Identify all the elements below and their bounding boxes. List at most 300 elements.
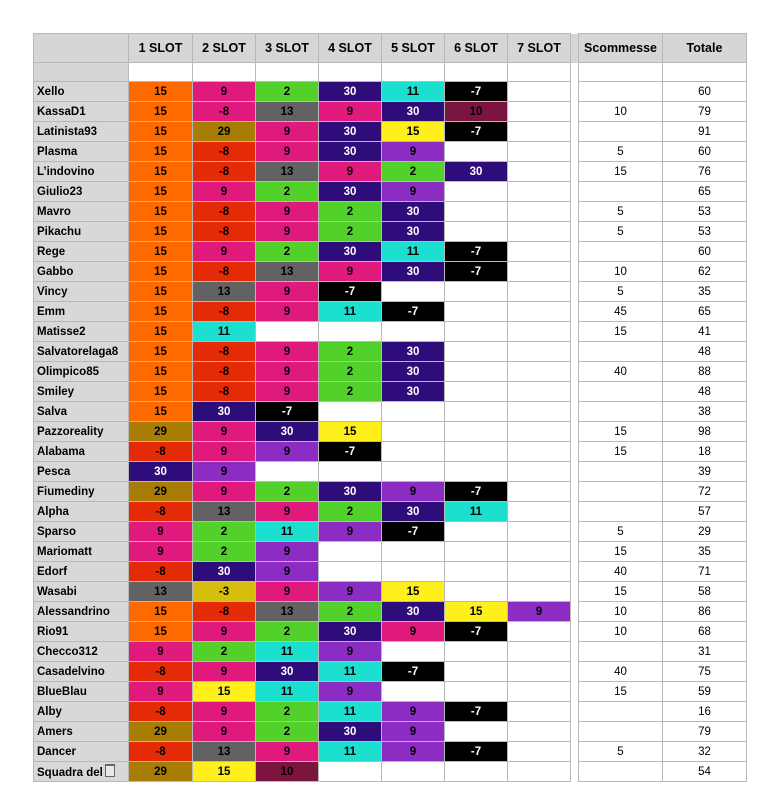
player-name: KassaD1 xyxy=(37,105,86,118)
gap-cell xyxy=(571,562,579,582)
slot-3-cell: 9 xyxy=(256,502,319,522)
slot-7-cell xyxy=(508,542,571,562)
player-name: Mavro xyxy=(37,205,71,218)
player-name: Xello xyxy=(37,85,65,98)
slot-1-cell: 15 xyxy=(129,322,193,342)
slot-2-cell: 9 xyxy=(193,482,256,502)
gap-cell xyxy=(571,262,579,282)
table-row xyxy=(34,282,747,302)
player-name-cell xyxy=(34,582,129,602)
slot-5-cell: 2 xyxy=(382,162,445,182)
slot-6-cell xyxy=(445,142,508,162)
slot-6-cell xyxy=(445,422,508,442)
gap-cell xyxy=(571,702,579,722)
slot-1-cell: 15 xyxy=(129,162,193,182)
slot-7-cell xyxy=(508,662,571,682)
bets-cell: 45 xyxy=(579,302,663,322)
slot-7-cell xyxy=(508,342,571,362)
player-name: Matisse2 xyxy=(37,325,86,338)
slot-6-cell xyxy=(445,542,508,562)
slot-1-cell: 15 xyxy=(129,302,193,322)
slot-4-cell: -7 xyxy=(319,282,382,302)
header-bets: Scommesse xyxy=(579,34,663,63)
slot-1-cell: -8 xyxy=(129,742,193,762)
total-cell: 48 xyxy=(663,382,747,402)
gap-cell xyxy=(571,242,579,262)
gap-cell xyxy=(571,682,579,702)
slot-4-cell: 9 xyxy=(319,262,382,282)
slot-2-cell: -8 xyxy=(193,342,256,362)
table-row xyxy=(34,322,747,342)
slot-6-cell: 11 xyxy=(445,502,508,522)
gap-cell xyxy=(571,362,579,382)
slot-5-cell: 11 xyxy=(382,242,445,262)
gap-cell xyxy=(571,642,579,662)
total-cell: 79 xyxy=(663,722,747,742)
slot-2-cell: 30 xyxy=(193,562,256,582)
slot-3-cell: 9 xyxy=(256,742,319,762)
bets-cell: 15 xyxy=(579,442,663,462)
slot-3-cell: 2 xyxy=(256,702,319,722)
standings-table xyxy=(33,33,747,782)
slot-2-cell: 9 xyxy=(193,182,256,202)
total-cell: 29 xyxy=(663,522,747,542)
player-name-cell xyxy=(34,282,129,302)
slot-1-cell: 15 xyxy=(129,342,193,362)
table-row xyxy=(34,722,747,742)
player-name-cell xyxy=(34,162,129,182)
slot-3-cell: -7 xyxy=(256,402,319,422)
player-name: Alpha xyxy=(37,505,69,518)
bets-cell: 15 xyxy=(579,582,663,602)
total-cell: 39 xyxy=(663,462,747,482)
gap-cell xyxy=(571,162,579,182)
player-name-cell xyxy=(34,182,129,202)
slot-2-cell: 2 xyxy=(193,542,256,562)
player-name-cell xyxy=(34,202,129,222)
slot-7-cell xyxy=(508,362,571,382)
slot-4-cell: 11 xyxy=(319,662,382,682)
slot-7-cell xyxy=(508,762,571,782)
bets-cell: 15 xyxy=(579,162,663,182)
slot-5-cell: 11 xyxy=(382,82,445,102)
table-body xyxy=(34,63,747,782)
slot-7-cell xyxy=(508,142,571,162)
header-gap xyxy=(571,34,579,63)
slot-2-cell: -8 xyxy=(193,602,256,622)
slot-5-cell: 30 xyxy=(382,222,445,242)
gap-cell xyxy=(571,542,579,562)
slot-5-cell: 9 xyxy=(382,702,445,722)
bets-cell: 5 xyxy=(579,282,663,302)
slot-7-cell xyxy=(508,282,571,302)
total-cell: 38 xyxy=(663,402,747,422)
slot-6-cell: -7 xyxy=(445,702,508,722)
total-cell: 31 xyxy=(663,642,747,662)
slot-3-cell: 13 xyxy=(256,102,319,122)
total-cell: 76 xyxy=(663,162,747,182)
slot-6-cell xyxy=(445,642,508,662)
slot-4-cell: 9 xyxy=(319,162,382,182)
slot-3-cell: 9 xyxy=(256,302,319,322)
slot-5-cell xyxy=(382,762,445,782)
total-cell: 86 xyxy=(663,602,747,622)
slot-2-cell: 2 xyxy=(193,642,256,662)
slot-6-cell: -7 xyxy=(445,122,508,142)
slot-7-cell xyxy=(508,222,571,242)
slot-1-cell: -8 xyxy=(129,702,193,722)
total-cell: 53 xyxy=(663,202,747,222)
player-name-cell xyxy=(34,382,129,402)
slot-4-cell: 15 xyxy=(319,422,382,442)
header-player xyxy=(34,34,129,63)
slot-7-cell xyxy=(508,482,571,502)
table-row xyxy=(34,82,747,102)
gap-cell xyxy=(571,302,579,322)
slot-4-cell: 30 xyxy=(319,482,382,502)
player-name-cell xyxy=(34,82,129,102)
slot-5-cell: 30 xyxy=(382,502,445,522)
header-slot-5: 5 SLOT xyxy=(382,34,445,63)
slot-3-cell: 13 xyxy=(256,162,319,182)
player-name: Pesca xyxy=(37,465,71,478)
slot-3-cell: 9 xyxy=(256,142,319,162)
total-cell: 32 xyxy=(663,742,747,762)
slot-1-cell: 9 xyxy=(129,542,193,562)
player-name-cell xyxy=(34,262,129,282)
slot-5-cell: 9 xyxy=(382,142,445,162)
slot-7-cell xyxy=(508,262,571,282)
slot-3-cell: 9 xyxy=(256,542,319,562)
slot-5-cell xyxy=(382,402,445,422)
slot-4-cell xyxy=(319,402,382,422)
table-row xyxy=(34,162,747,182)
slot-6-cell xyxy=(445,182,508,202)
bets-cell: 15 xyxy=(579,682,663,702)
total-cell: 57 xyxy=(663,502,747,522)
bets-cell xyxy=(579,82,663,102)
slot-2-cell: -8 xyxy=(193,302,256,322)
total-cell: 75 xyxy=(663,662,747,682)
bets-cell xyxy=(579,762,663,782)
total-cell: 68 xyxy=(663,622,747,642)
slot-7-cell xyxy=(508,402,571,422)
total-cell: 41 xyxy=(663,322,747,342)
slot-7-cell xyxy=(508,122,571,142)
slot-6-cell xyxy=(445,582,508,602)
slot-1-cell: 15 xyxy=(129,142,193,162)
player-name: Fiumediny xyxy=(37,485,95,498)
player-name-cell xyxy=(34,742,129,762)
player-name: Olimpico85 xyxy=(37,365,99,378)
player-name-cell xyxy=(34,622,129,642)
slot-5-cell: 30 xyxy=(382,382,445,402)
slot-5-cell: 15 xyxy=(382,582,445,602)
table-row xyxy=(34,222,747,242)
slot-5-cell: 30 xyxy=(382,362,445,382)
bets-cell: 5 xyxy=(579,742,663,762)
slot-2-cell: 9 xyxy=(193,82,256,102)
slot-1-cell: 15 xyxy=(129,222,193,242)
player-name: Giulio23 xyxy=(37,185,83,198)
slot-7-cell xyxy=(508,502,571,522)
slot-1-cell: 9 xyxy=(129,522,193,542)
slot-6-cell: -7 xyxy=(445,262,508,282)
slot-1-cell: 15 xyxy=(129,382,193,402)
slot-4-cell: 30 xyxy=(319,242,382,262)
player-name-cell xyxy=(34,242,129,262)
slot-5-cell: 9 xyxy=(382,182,445,202)
spacer-cell xyxy=(193,63,256,82)
slot-2-cell: -8 xyxy=(193,102,256,122)
total-cell: 16 xyxy=(663,702,747,722)
table-row xyxy=(34,102,747,122)
table-row xyxy=(34,602,747,622)
slot-7-cell xyxy=(508,622,571,642)
bets-cell: 10 xyxy=(579,262,663,282)
slot-5-cell: 15 xyxy=(382,122,445,142)
slot-7-cell xyxy=(508,702,571,722)
header-row xyxy=(34,34,747,63)
table-row xyxy=(34,182,747,202)
table-row xyxy=(34,202,747,222)
slot-7-cell xyxy=(508,422,571,442)
player-name-cell xyxy=(34,462,129,482)
slot-1-cell: 9 xyxy=(129,642,193,662)
player-name: Alabama xyxy=(37,445,85,458)
slot-1-cell: -8 xyxy=(129,562,193,582)
slot-7-cell xyxy=(508,322,571,342)
bets-cell: 40 xyxy=(579,362,663,382)
table-row xyxy=(34,242,747,262)
slot-6-cell xyxy=(445,382,508,402)
player-name: Salva xyxy=(37,405,68,418)
total-cell: 65 xyxy=(663,302,747,322)
player-name-cell xyxy=(34,502,129,522)
player-name: Casadelvino xyxy=(37,665,105,678)
slot-4-cell xyxy=(319,762,382,782)
slot-4-cell: 2 xyxy=(319,382,382,402)
player-name: Salvatorelaga8 xyxy=(37,345,119,358)
slot-5-cell xyxy=(382,462,445,482)
player-name-cell xyxy=(34,122,129,142)
player-name: Edorf xyxy=(37,565,68,578)
slot-6-cell xyxy=(445,722,508,742)
slot-4-cell xyxy=(319,542,382,562)
spacer-cell xyxy=(34,63,129,82)
bets-cell: 5 xyxy=(579,202,663,222)
total-cell: 54 xyxy=(663,762,747,782)
bets-cell xyxy=(579,482,663,502)
slot-2-cell: 30 xyxy=(193,402,256,422)
player-name-cell xyxy=(34,602,129,622)
player-name-cell xyxy=(34,222,129,242)
gap-cell xyxy=(571,82,579,102)
player-name-cell xyxy=(34,562,129,582)
player-name-cell xyxy=(34,522,129,542)
slot-5-cell: 30 xyxy=(382,202,445,222)
total-cell: 60 xyxy=(663,142,747,162)
slot-5-cell: 9 xyxy=(382,622,445,642)
bets-cell xyxy=(579,182,663,202)
table-row xyxy=(34,662,747,682)
slot-4-cell: -7 xyxy=(319,442,382,462)
slot-1-cell: 9 xyxy=(129,682,193,702)
table-row xyxy=(34,442,747,462)
gap-cell xyxy=(571,462,579,482)
gap-cell xyxy=(571,142,579,162)
bets-cell: 10 xyxy=(579,622,663,642)
slot-7-cell xyxy=(508,182,571,202)
slot-2-cell: -8 xyxy=(193,162,256,182)
table-row xyxy=(34,382,747,402)
spacer-cell xyxy=(382,63,445,82)
gap-cell xyxy=(571,602,579,622)
total-cell: 88 xyxy=(663,362,747,382)
slot-6-cell xyxy=(445,442,508,462)
slot-5-cell: -7 xyxy=(382,662,445,682)
total-cell: 91 xyxy=(663,122,747,142)
spacer-cell xyxy=(256,63,319,82)
player-name: Plasma xyxy=(37,145,78,158)
slot-1-cell: 29 xyxy=(129,482,193,502)
total-cell: 18 xyxy=(663,442,747,462)
slot-5-cell: 30 xyxy=(382,602,445,622)
slot-2-cell: -8 xyxy=(193,362,256,382)
gap-cell xyxy=(571,282,579,302)
slot-6-cell xyxy=(445,462,508,482)
bets-cell: 5 xyxy=(579,222,663,242)
bets-cell xyxy=(579,122,663,142)
slot-1-cell: -8 xyxy=(129,662,193,682)
header-slot-6: 6 SLOT xyxy=(445,34,508,63)
total-cell: 60 xyxy=(663,82,747,102)
player-name: Smiley xyxy=(37,385,75,398)
slot-2-cell: 9 xyxy=(193,662,256,682)
slot-3-cell: 13 xyxy=(256,262,319,282)
slot-6-cell: -7 xyxy=(445,482,508,502)
table-row xyxy=(34,582,747,602)
slot-4-cell xyxy=(319,322,382,342)
spacer-cell xyxy=(508,63,571,82)
total-cell: 60 xyxy=(663,242,747,262)
slot-3-cell: 2 xyxy=(256,482,319,502)
slot-3-cell: 9 xyxy=(256,342,319,362)
player-name-cell xyxy=(34,702,129,722)
slot-1-cell: 15 xyxy=(129,262,193,282)
slot-4-cell: 30 xyxy=(319,82,382,102)
slot-3-cell: 2 xyxy=(256,722,319,742)
gap-cell xyxy=(571,422,579,442)
header-slot-2: 2 SLOT xyxy=(193,34,256,63)
bets-cell: 5 xyxy=(579,142,663,162)
player-name: Gabbo xyxy=(37,265,74,278)
gap-cell xyxy=(571,322,579,342)
slot-5-cell: -7 xyxy=(382,522,445,542)
slot-4-cell xyxy=(319,562,382,582)
player-name-cell xyxy=(34,102,129,122)
total-cell: 53 xyxy=(663,222,747,242)
slot-1-cell: 15 xyxy=(129,182,193,202)
table-row xyxy=(34,762,747,782)
slot-5-cell xyxy=(382,422,445,442)
slot-5-cell xyxy=(382,282,445,302)
slot-4-cell: 2 xyxy=(319,602,382,622)
slot-1-cell: 13 xyxy=(129,582,193,602)
slot-5-cell xyxy=(382,322,445,342)
player-name-cell xyxy=(34,542,129,562)
slot-2-cell: 2 xyxy=(193,522,256,542)
gap-cell xyxy=(571,522,579,542)
slot-4-cell: 9 xyxy=(319,522,382,542)
slot-3-cell: 9 xyxy=(256,282,319,302)
slot-2-cell: -8 xyxy=(193,222,256,242)
slot-3-cell: 2 xyxy=(256,622,319,642)
slot-1-cell: 29 xyxy=(129,722,193,742)
player-name: Squadra del xyxy=(37,767,103,779)
slot-2-cell: 9 xyxy=(193,462,256,482)
gap-cell xyxy=(571,442,579,462)
slot-3-cell: 9 xyxy=(256,222,319,242)
slot-2-cell: -8 xyxy=(193,202,256,222)
slot-7-cell xyxy=(508,642,571,662)
gap-cell xyxy=(571,482,579,502)
slot-3-cell xyxy=(256,462,319,482)
bets-cell: 15 xyxy=(579,542,663,562)
player-name-cell xyxy=(34,402,129,422)
player-name: Wasabi xyxy=(37,585,77,598)
slot-6-cell xyxy=(445,662,508,682)
spacer-cell xyxy=(579,63,663,82)
total-cell: 71 xyxy=(663,562,747,582)
total-cell: 79 xyxy=(663,102,747,122)
slot-5-cell: 9 xyxy=(382,742,445,762)
player-name: Emm xyxy=(37,305,66,318)
slot-4-cell: 2 xyxy=(319,222,382,242)
slot-4-cell: 30 xyxy=(319,722,382,742)
slot-7-cell: 9 xyxy=(508,602,571,622)
table-row xyxy=(34,562,747,582)
table-row xyxy=(34,142,747,162)
header-slot-1: 1 SLOT xyxy=(129,34,193,63)
slot-1-cell: 30 xyxy=(129,462,193,482)
slot-4-cell: 2 xyxy=(319,202,382,222)
bets-cell: 15 xyxy=(579,422,663,442)
total-cell: 72 xyxy=(663,482,747,502)
slot-4-cell: 11 xyxy=(319,742,382,762)
table-row xyxy=(34,462,747,482)
gap-cell xyxy=(571,582,579,602)
slot-1-cell: 15 xyxy=(129,362,193,382)
slot-4-cell: 2 xyxy=(319,362,382,382)
spacer-cell xyxy=(571,63,579,82)
gap-cell xyxy=(571,342,579,362)
slot-7-cell xyxy=(508,462,571,482)
bets-cell xyxy=(579,702,663,722)
total-cell: 59 xyxy=(663,682,747,702)
slot-3-cell: 2 xyxy=(256,82,319,102)
total-cell: 35 xyxy=(663,282,747,302)
player-name-cell xyxy=(34,322,129,342)
slot-5-cell xyxy=(382,542,445,562)
table-row xyxy=(34,502,747,522)
slot-2-cell: 9 xyxy=(193,722,256,742)
slot-6-cell xyxy=(445,562,508,582)
slot-6-cell: -7 xyxy=(445,622,508,642)
slot-1-cell: 15 xyxy=(129,122,193,142)
player-name-cell xyxy=(34,442,129,462)
player-name: Alessandrino xyxy=(37,605,110,618)
